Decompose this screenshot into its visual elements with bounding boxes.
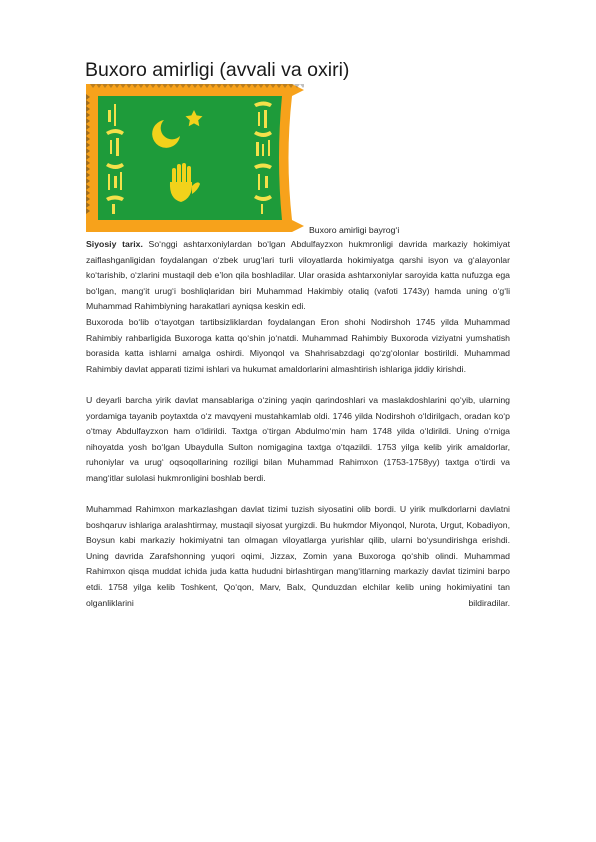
flag-image xyxy=(86,84,304,232)
paragraph: Buxoroda bo‘lib o‘tayotgan tartibsizliklardan foydalangan Eron shohi Nodirshoh 1745 yilda Muhammad Rahimbiy rahbarligida Buxoroga katta qo‘shin jo‘natdi. Muhammad Rahimbiy Buxoroda viziyatni yumshatish borasida katta ishlarni amalga oshirdi. Miyonqol va Shahrisabzdagi qo‘zg‘olonlar bostirildi. Muhammad Rahimbiy davlat apparati tizimi ishlari va hukumat amaldorlarini almashtirish ishlariga jiddiy kirishdi. xyxy=(86,316,510,374)
figure-caption: Buxoro amirligi bayrog‘i xyxy=(309,225,400,235)
paragraph-spacer xyxy=(86,487,510,503)
paragraph-spacer xyxy=(86,377,510,393)
paragraph xyxy=(86,237,510,315)
bukhara-flag-icon xyxy=(86,84,304,232)
article-body xyxy=(86,237,510,611)
section-heading: Siyosiy tarix. xyxy=(86,239,143,249)
paragraph: U deyarli barcha yirik davlat mansablariga o‘zining yaqin qarindoshlari va maslakdoshlarini qo‘yib, ularning yordamiga tayanib poytaxtda o‘z mavqyeni mustahkamlab oldi. 1746 yilda Nodirshoh o‘ldirilgach, oradan ko‘p o‘tmay Abdulfayzxon ham o‘ldirildi. Taxtga o‘tirgan Abdulmo‘min ham 1748 yilda o‘ldirildi. Uning o‘rniga nihoyatda yosh bo‘lgan Ubaydulla Sulton nomigagina taxtga o‘tqazildi. 1753 yilga kelib yirik amaldorlar, ruhoniylar va urug‘ oqsoqollarining roziligi bilan Muhammad Rahimxon (1753-1758yy) taxtga o‘tirdi va mang‘itlar sulolasi hukmronligini boshlab berdi. xyxy=(86,394,510,483)
paragraph-text: So‘nggi ashtarxoniylardan bo‘lgan Abdulfayzxon hukmronligi davrida markaziy hokimiyat zaiflashganligidan foydalangan o‘zbek urug‘lari turli viloyatlarda hokimiyatga qarshi isyon va g‘alayonlar ko‘tarishib, o‘zlarini mustaqil deb e’lon qila boshladilar. Ular orasida ashtarxoniylar saroyida katta nufuzga ega bo‘lgan, mang‘it urug‘i boshliqlaridan biri Muhammad Hakimbiy otaliq (vafoti 1743y) hamda uning o‘g‘li Muhammad Rahimbiyning harakatlari ayniqsa keskin edi. xyxy=(86,239,510,312)
paragraph: Muhammad Rahimxon markazlashgan davlat tizimi tuzish siyosatini olib bordi. U yirik mulkdorlarni davlatni boshqaruv ishlariga aralashtirmay, mustaqil siyosat yurgizdi. Bu hukmdor Miyonqol, Nurota, Urgut, Kobadiyon, Boysun kabi markaziy hokimiyatni tan olmagan viloyatlarga yurishlar qilib, ularni bo‘ysundirishga erishdi. Uning davrida Zarafshonning yuqori oqimi, Jizzax, Zomin yana Buxoroga qo‘shib olindi. Muhammad Rahimxon qisqa muddat ichida juda katta hududni birlashtirgan mang‘itlarning markaziy davlat tizimini barpo etdi. 1758 yilga kelib Toshkent, Qo‘qon, Marv, Balx, Qunduzdan elchilar kelib uning hokimiyatini tan olganliklarini bildiradilar. xyxy=(86,504,510,608)
page-title: Buxoro amirligi (avvali va oxiri) xyxy=(85,59,350,81)
